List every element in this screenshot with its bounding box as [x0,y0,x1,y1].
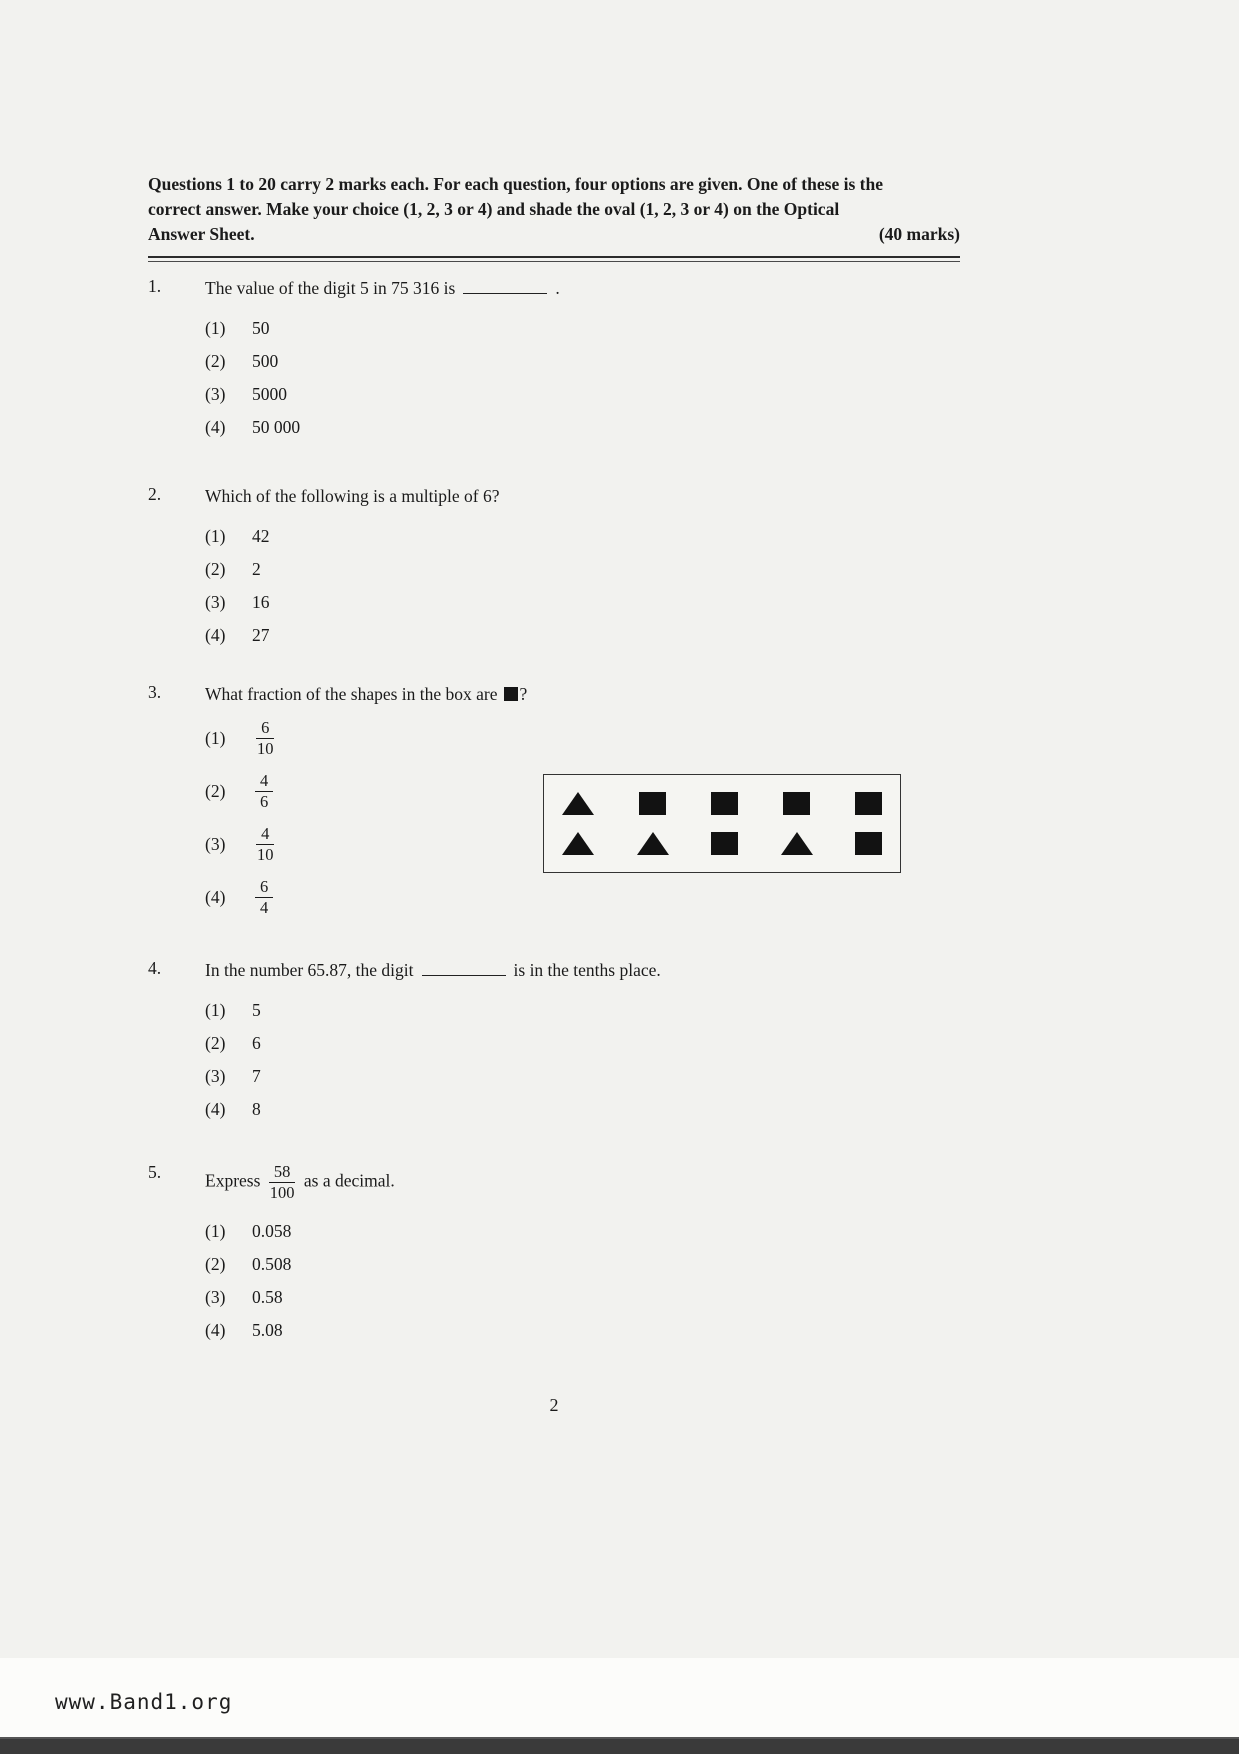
fraction-value [255,877,273,918]
square-shape [855,832,882,855]
option-4 [205,877,960,917]
option-label: (4) [205,417,226,437]
option-label: (1) [205,727,226,748]
option-4 [205,619,960,652]
options-list [205,994,960,1126]
option-3 [205,586,960,619]
question-4 [148,958,960,1126]
filled-square-icon [504,687,518,701]
option-label: (1) [205,1000,226,1020]
question-number: 2. [148,484,162,504]
option-value: 5 [252,1000,261,1020]
footer-site-label: www.Band1.org [55,1690,233,1714]
option-1 [205,312,960,345]
marks-label: (40 marks) [878,224,960,244]
option-value: 0.508 [252,1253,292,1274]
option-value: 8 [252,1099,261,1119]
option-label: (2) [205,1253,226,1274]
option-1 [205,718,960,758]
option-label: (3) [205,1066,226,1086]
header-divider-rule [148,256,960,262]
option-label: (3) [205,384,226,404]
option-4 [205,1093,960,1126]
fraction-numerator: 4 [255,771,273,792]
answer-blank [463,279,547,294]
option-value: 50 [252,318,270,338]
triangle-shape [562,832,594,855]
fraction-denominator: 4 [260,897,269,917]
option-value: 500 [252,351,279,371]
instructions-line: Questions 1 to 20 carry 2 marks each. For each question, four options are given. One of these is the [148,174,883,194]
option-label: (3) [205,833,226,854]
option-label: (4) [205,886,226,907]
square-shape [711,792,738,815]
options-list [205,520,960,652]
question-number: 5. [148,1162,162,1182]
square-shape [855,792,882,815]
fraction-value [255,718,276,759]
question-5 [148,1162,960,1347]
option-label: (4) [205,1319,226,1340]
option-value: 27 [252,625,270,645]
option-value: 0.058 [252,1220,292,1241]
shape-row [562,792,882,815]
instructions-block [148,172,960,247]
square-shape [783,792,810,815]
question-3 [148,682,960,930]
triangle-shape [562,792,594,815]
option-value: 42 [252,526,270,546]
question-text: What fraction of the shapes in the box are ? [205,684,528,704]
option-value: 0.58 [252,1286,283,1307]
option-3 [205,1060,960,1093]
option-value: 5.08 [252,1319,283,1340]
option-2 [205,553,960,586]
instructions-line: Answer Sheet. [148,224,255,244]
option-label: (4) [205,1099,226,1119]
option-4 [205,411,960,444]
option-value: 7 [252,1066,261,1086]
fraction-value [255,824,276,865]
question-number: 3. [148,682,162,702]
option-1 [205,994,960,1027]
option-2 [205,345,960,378]
options-list [205,312,960,444]
option-label: (2) [205,351,226,371]
answer-blank [422,961,506,976]
fraction-numerator: 58 [269,1162,296,1183]
option-label: (3) [205,592,226,612]
option-label: (2) [205,1033,226,1053]
square-shape [639,792,666,815]
fraction-value [268,1162,297,1203]
bottom-scan-bar [0,1737,1239,1754]
question-number: 1. [148,276,162,296]
fraction-numerator: 6 [256,718,274,739]
option-4 [205,1314,960,1347]
instructions-line: correct answer. Make your choice (1, 2, 3 or 4) and shade the oval (1, 2, 3 or 4) on the Optical [148,199,840,219]
fraction-denominator: 10 [257,738,274,758]
option-value: 16 [252,592,270,612]
page-number: 2 [549,1395,559,1415]
options-list [205,1215,960,1347]
option-label: (2) [205,780,226,801]
shape-row [562,832,882,855]
shapes-box [543,774,901,873]
option-value: 5000 [252,384,287,404]
question-text: The value of the digit 5 in 75 316 is . [205,278,560,298]
question-text: Express $\frac{58}{100}$ as a decimal. [205,1162,395,1202]
question-2 [148,484,960,652]
option-value: 2 [252,559,261,579]
question-text: Which of the following is a multiple of 6? [205,486,500,506]
option-value: 50 000 [252,417,301,437]
option-label: (3) [205,1286,226,1307]
option-label: (1) [205,318,226,338]
question-text: In the number 65.87, the digit is in the tenths place. [205,960,661,980]
option-2 [205,1248,960,1281]
fraction-value [255,771,273,812]
question-number: 4. [148,958,162,978]
triangle-shape [637,832,669,855]
option-label: (4) [205,625,226,645]
triangle-shape [781,832,813,855]
option-label: (2) [205,559,226,579]
fraction-denominator: 10 [257,844,274,864]
question-1 [148,276,960,444]
fraction-denominator: 100 [269,1182,295,1202]
square-shape [711,832,738,855]
option-3 [205,1281,960,1314]
option-1 [205,520,960,553]
option-3 [205,378,960,411]
page-content [148,172,960,1347]
option-value: 6 [252,1033,261,1053]
option-label: (1) [205,1220,226,1241]
fraction-numerator: 6 [255,877,273,898]
option-1 [205,1215,960,1248]
option-label: (1) [205,526,226,546]
option-2 [205,1027,960,1060]
fraction-denominator: 6 [260,791,269,811]
fraction-numerator: 4 [256,824,274,845]
